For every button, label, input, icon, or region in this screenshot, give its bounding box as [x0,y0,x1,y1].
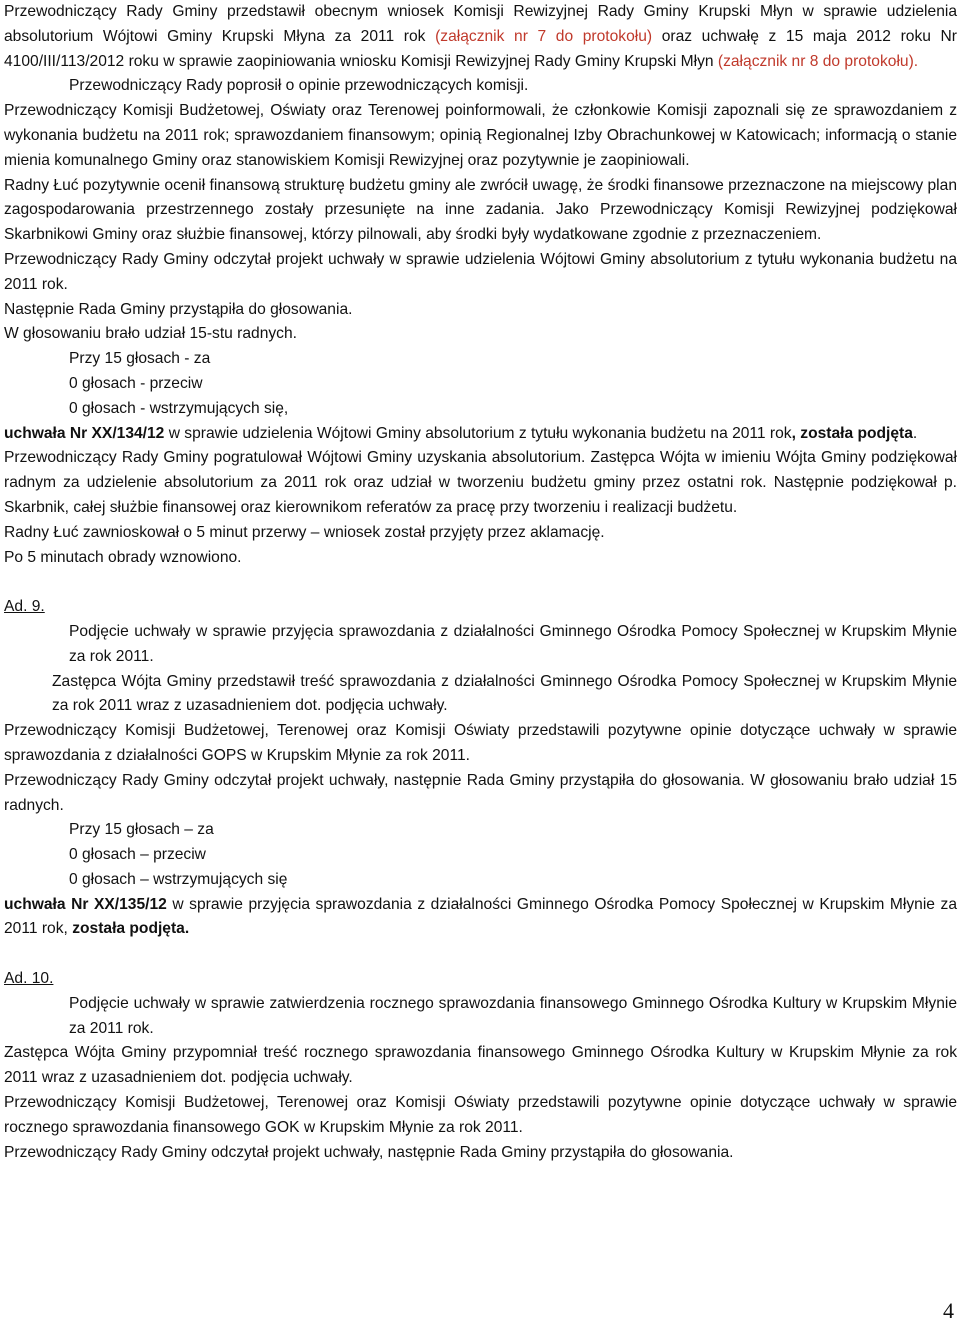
text-segment: . [912,424,918,442]
attachment-reference: (załącznik nr 7 do protokołu) [435,27,653,45]
vote-for: Przy 15 głosach - za [69,350,211,368]
paragraph-congratulations: Przewodniczący Rady Gminy pogratulował Wójtowi Gminy uzyskania absolutorium. Zastępca Wójta w imieniu Wójta Gminy podziękował radnym za udzielenie absolutorium za 2011 rok oraz udział w tworzeniu budżetu gminy przez ostatni rok. Następnie podziękował p. Skarbnik, całej służbie finansowej oraz kierownikom referatów za pracę przy tworzeniu i realizacji budżetu. [4,449,957,516]
spacer [4,942,957,967]
resolution-adopted: została podjęta. [72,920,190,938]
agenda-item-9-title: Podjęcie uchwały w sprawie przyjęcia sprawozdania z działalności Gminnego Ośrodka Pomocy Społecznej w Krupskim Młynie za rok 2011. [69,622,957,665]
text-segment: w sprawie przyjęcia sprawozdania z działalności Gminnego Ośrodka Pomocy Społecznej w Krupskim Młynie za 2011 rok, [4,895,957,938]
resolution-number: uchwała Nr XX/135/12 [4,895,167,913]
page-number: 4 [943,1298,954,1323]
text-segment: oraz uchwałę z 15 maja 2012 roku Nr 4100/III/113/2012 roku w sprawie zaopiniowania wniosku Komisji Rewizyjnej Rady Gminy Krupski Młyn [4,27,957,70]
agenda-item-9-voting: Przewodniczący Rady Gminy odczytał projekt uchwały, następnie Rada Gminy przystąpiła do głosowania. W głosowaniu brało udział 15 radnych. [4,771,957,814]
paragraph-voting-participants: W głosowaniu brało udział 15-stu radnych. [4,325,297,343]
paragraph-councillor-remarks: Radny Łuć pozytywnie ocenił finansową strukturę budżetu gminy ale zwrócił uwagę, że środki finansowe przeznaczone na miejscowy plan zagospodarowania przestrzennego zostały przesunięte na inne zadania. Jako Przewodniczący Komisji Rewizyjnej podziękował Skarbnikowi Gminy oraz służbie finansowej, którzy pilnowali, aby środki były wydatkowane zgodnie z przeznaczeniem. [4,176,957,244]
agenda-item-10-voting: Przewodniczący Rady Gminy odczytał projekt uchwały, następnie Rada Gminy przystąpiła do głosowania. [4,1143,734,1161]
paragraph-motion [4,0,957,74]
spacer [4,570,957,595]
paragraph-resumed: Po 5 minutach obrady wznowiono. [4,548,242,566]
agenda-item-9-presentation: Zastępca Wójta Gminy przedstawił treść sprawozdania z działalności Gminnego Ośrodka Pomocy Społecznej w Krupskim Młynie za rok 2011 wraz z uzasadnieniem dot. podjęcia uchwały. [52,672,957,715]
resolution-number: uchwała Nr XX/134/12 [4,424,165,442]
vote-abstain: 0 głosach – wstrzymujących się [69,870,288,888]
attachment-reference: (załącznik nr 8 do protokołu). [717,52,919,70]
agenda-item-10-label: Ad. 10. [4,970,54,988]
vote-abstain: 0 głosach - wstrzymujących się, [69,399,289,417]
text-segment: Przewodniczący Rady Gminy przedstawił obecnym wniosek Komisji Rewizyjnej Rady Gminy Krupski Młyn w sprawie udzielenia absolutorium Wójtowi Gminy Krupski Młyna za 2011 rok [4,3,957,45]
agenda-item-10-opinions: Przewodniczący Komisji Budżetowej, Terenowej oraz Komisji Oświaty przedstawili pozytywne opinie dotyczące uchwały w sprawie rocznego sprawozdania finansowego GOK w Krupskim Młynie za rok 2011. [4,1094,957,1136]
paragraph-committee-opinion: Przewodniczący Komisji Budżetowej, Oświaty oraz Terenowej poinformowali, że członkowie Komisji zapoznali się ze sprawozdaniem z wykonania budżetu na 2011 rok; sprawozdaniem finansowym; opinią Regionalnej Izby Obrachunkowej w Katowicach; informacją o stanie mienia komunalnego Gminy oraz stanowiskiem Komisji Rewizyjnej oraz pozytywnie je zaopiniowali. [4,102,957,169]
agenda-item-10-title: Podjęcie uchwały w sprawie zatwierdzenia rocznego sprawozdania finansowego Gminnego Ośrodka Kultury w Krupskim Młynie za 2011 rok. [69,994,957,1037]
vote-for: Przy 15 głosach – za [69,821,214,839]
paragraph-resolution-reading: Przewodniczący Rady Gminy odczytał projekt uchwały w sprawie udzielenia Wójtowi Gminy absolutorium z tytułu wykonania budżetu na 2011 rok. [4,250,957,293]
vote-against: 0 głosach – przeciw [69,846,206,864]
text-segment: w sprawie udzielenia Wójtowi Gminy absolutorium z tytułu wykonania budżetu na 2011 rok [164,424,792,442]
agenda-item-9-opinions: Przewodniczący Komisji Budżetowej, Terenowej oraz Komisji Oświaty przedstawili pozytywne opinie dotyczące uchwały w sprawie sprawozdania z działalności GOPS w Krupskim Młynie za rok 2011. [4,722,957,764]
agenda-item-10-presentation: Zastępca Wójta Gminy przypomniał treść rocznego sprawozdania finansowego Gminnego Ośrodka Kultury w Krupskim Młynie za rok 2011 wraz z uzasadnieniem dot. podjęcia uchwały. [4,1044,957,1087]
vote-against: 0 głosach - przeciw [69,374,203,392]
paragraph-voting-start: Następnie Rada Gminy przystąpiła do głosowania. [4,300,353,318]
paragraph-request-opinions: Przewodniczący Rady poprosił o opinie przewodniczących komisji. [69,77,529,95]
resolution-result [4,893,957,943]
resolution-result [4,422,957,447]
paragraph-break-motion: Radny Łuć zawnioskował o 5 minut przerwy – wniosek został przyjęty przez aklamację. [4,523,605,541]
resolution-adopted: , została podjęta [791,424,913,442]
agenda-item-9-label: Ad. 9. [4,598,45,616]
document-page [4,0,957,1165]
